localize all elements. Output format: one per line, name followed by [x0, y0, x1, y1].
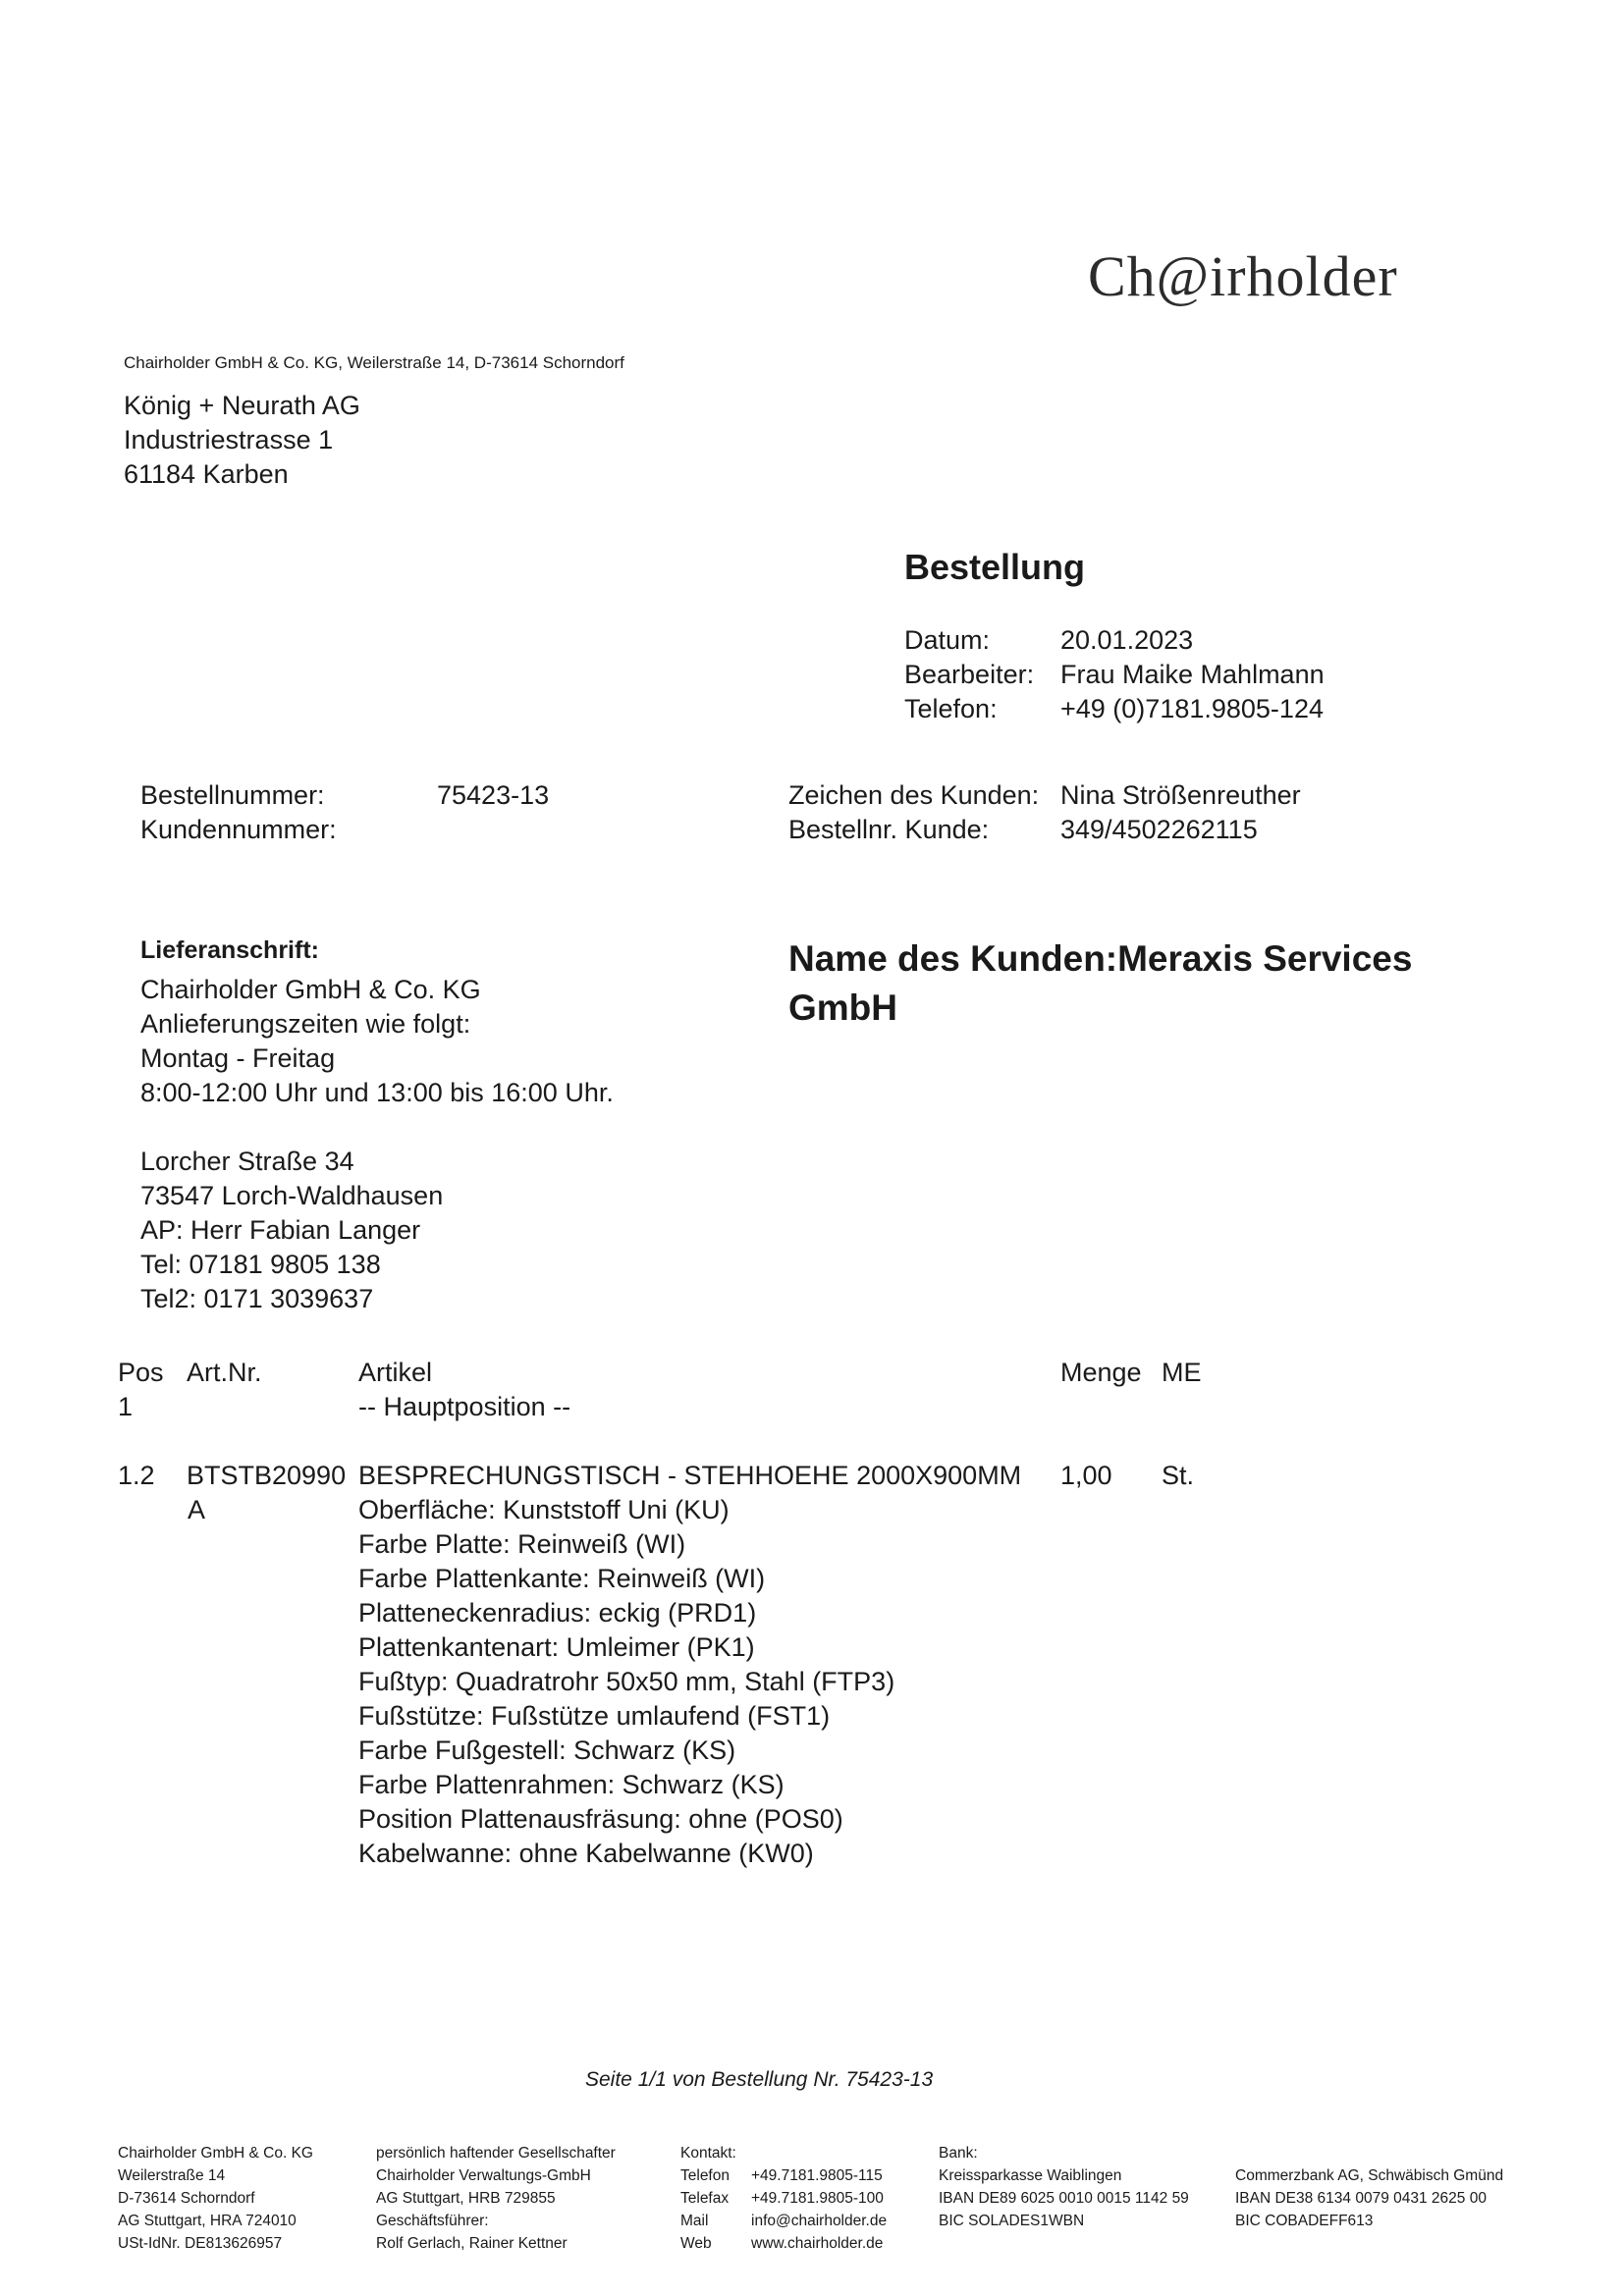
meta-value: +49 (0)7181.9805-124 — [1060, 694, 1324, 723]
meta-label: Bearbeiter: — [904, 660, 1035, 689]
footer-contact-row — [680, 2164, 887, 2187]
item-article-number — [187, 1459, 346, 1527]
contact-label: Telefon — [680, 2167, 730, 2184]
order-info-left — [140, 778, 549, 847]
recipient-line: 61184 Karben — [124, 459, 289, 489]
meta-label: Telefon: — [904, 694, 998, 723]
description-line: Farbe Platte: Reinweiß (WI) — [358, 1529, 686, 1559]
article-number-line: A — [188, 1495, 206, 1524]
order-label: Zeichen des Kunden: — [788, 780, 1040, 810]
document-meta — [904, 623, 1325, 726]
delivery-line: Anlieferungszeiten wie folgt: — [140, 1009, 471, 1039]
item-description — [358, 1459, 1021, 1871]
recipient-address — [124, 389, 360, 492]
contact-label: Mail — [680, 2213, 709, 2229]
description-line: Platteneckenradius: eckig (PRD1) — [358, 1598, 757, 1628]
footer-line: Kreissparkasse Waiblingen — [939, 2167, 1122, 2184]
footer-line: D-73614 Schorndorf — [118, 2190, 255, 2207]
delivery-line: Chairholder GmbH & Co. KG — [140, 975, 481, 1004]
header-unit: ME — [1162, 1358, 1202, 1387]
item-pos: 1.2 — [118, 1461, 155, 1490]
delivery-heading: Lieferanschrift: — [140, 936, 319, 964]
delivery-line: 8:00-12:00 Uhr und 13:00 bis 16:00 Uhr. — [140, 1078, 614, 1107]
description-line: Farbe Plattenkante: Reinweiß (WI) — [358, 1564, 766, 1593]
main-position-pos: 1 — [118, 1392, 134, 1421]
order-value: 75423-13 — [437, 780, 550, 810]
customer-number-row — [140, 813, 549, 847]
meta-value: Frau Maike Mahlmann — [1060, 660, 1325, 689]
delivery-address — [140, 1145, 443, 1316]
customer-reference-row — [788, 778, 1301, 813]
header-art-nr: Art.Nr. — [187, 1358, 262, 1387]
footer-line: Weilerstraße 14 — [118, 2167, 226, 2184]
footer-line: IBAN DE89 6025 0010 0015 1142 59 — [939, 2190, 1189, 2207]
footer-line: AG Stuttgart, HRA 724010 — [118, 2213, 297, 2229]
delivery-line: 73547 Lorch-Waldhausen — [140, 1181, 444, 1210]
document-title: Bestellung — [904, 547, 1086, 587]
delivery-line: Tel: 07181 9805 138 — [140, 1250, 381, 1279]
description-line: Plattenkantenart: Umleimer (PK1) — [358, 1632, 755, 1662]
contact-value: +49.7181.9805-115 — [751, 2167, 883, 2184]
header-article: Artikel — [358, 1358, 433, 1387]
description-line: Fußtyp: Quadratrohr 50x50 mm, Stahl (FTP3) — [358, 1667, 895, 1696]
footer-bank-heading: Bank: — [939, 2145, 978, 2162]
footer-line: Commerzbank AG, Schwäbisch Gmünd — [1235, 2167, 1504, 2184]
order-value: Nina Strößenreuther — [1060, 780, 1301, 810]
recipient-line: König + Neurath AG — [124, 391, 360, 420]
footer-contact-row — [680, 2210, 887, 2232]
description-line: Kabelwanne: ohne Kabelwanne (KW0) — [358, 1839, 814, 1868]
contact-value: www.chairholder.de — [751, 2235, 884, 2252]
footer-line: BIC SOLADES1WBN — [939, 2213, 1085, 2229]
delivery-line: Montag - Freitag — [140, 1043, 336, 1073]
footer-line: Geschäftsführer: — [376, 2213, 489, 2229]
item-quantity: 1,00 — [1060, 1461, 1112, 1490]
footer-line: Rolf Gerlach, Rainer Kettner — [376, 2235, 568, 2252]
meta-value: 20.01.2023 — [1060, 625, 1194, 655]
meta-row-date — [904, 623, 1325, 658]
contact-value: +49.7181.9805-100 — [751, 2190, 884, 2207]
footer-line: BIC COBADEFF613 — [1235, 2213, 1374, 2229]
description-line: Oberfläche: Kunststoff Uni (KU) — [358, 1495, 730, 1524]
footer-bank — [939, 2142, 1189, 2232]
delivery-line: Tel2: 0171 3039637 — [140, 1284, 374, 1313]
contact-label: Telefax — [680, 2190, 730, 2207]
meta-label: Datum: — [904, 625, 991, 655]
description-line: BESPRECHUNGSTISCH - STEHHOEHE 2000X900MM — [358, 1461, 1022, 1490]
delivery-line: AP: Herr Fabian Langer — [140, 1215, 421, 1245]
page-indicator: Seite 1/1 von Bestellung Nr. 75423-13 — [585, 2068, 934, 2091]
contact-label: Web — [680, 2235, 712, 2252]
footer-line: persönlich haftender Gesellschafter — [376, 2145, 616, 2162]
order-value: 349/4502262115 — [1060, 815, 1258, 844]
contact-value: info@chairholder.de — [751, 2213, 888, 2229]
description-line: Fußstütze: Fußstütze umlaufend (FST1) — [358, 1701, 831, 1731]
order-label: Kundennummer: — [140, 815, 337, 844]
meta-row-clerk — [904, 658, 1325, 692]
order-label: Bestellnummer: — [140, 780, 325, 810]
footer-line: USt-IdNr. DE813626957 — [118, 2235, 283, 2252]
footer-contact-row — [680, 2187, 887, 2210]
recipient-line: Industriestrasse 1 — [124, 425, 334, 454]
order-number-row — [140, 778, 549, 813]
meta-row-phone — [904, 692, 1325, 726]
footer-company — [118, 2142, 313, 2255]
item-unit: St. — [1162, 1461, 1195, 1490]
footer-line: Chairholder Verwaltungs-GmbH — [376, 2167, 591, 2184]
description-line: Farbe Fußgestell: Schwarz (KS) — [358, 1735, 736, 1765]
footer-line: IBAN DE38 6134 0079 0431 2625 00 — [1235, 2190, 1487, 2207]
footer-line: Chairholder GmbH & Co. KG — [118, 2145, 313, 2162]
description-line: Position Plattenausfräsung: ohne (POS0) — [358, 1804, 843, 1834]
footer-contact-row — [680, 2232, 887, 2255]
description-line: Farbe Plattenrahmen: Schwarz (KS) — [358, 1770, 785, 1799]
header-quantity: Menge — [1060, 1358, 1142, 1387]
delivery-hours — [140, 973, 614, 1110]
main-position-label: -- Hauptposition -- — [358, 1392, 571, 1421]
footer-contact-heading: Kontakt: — [680, 2145, 736, 2162]
customer-name: Name des Kunden:Meraxis Services GmbH — [788, 938, 1413, 1028]
article-number-line: BTSTB20990 — [187, 1461, 347, 1490]
header-pos: Pos — [118, 1358, 164, 1387]
footer-partner — [376, 2142, 616, 2255]
footer-bank-2 — [1235, 2164, 1503, 2232]
order-info-right — [788, 778, 1301, 847]
footer-line: AG Stuttgart, HRB 729855 — [376, 2190, 556, 2207]
sender-address-line: Chairholder GmbH & Co. KG, Weilerstraße 14, D-73614 Schorndorf — [124, 353, 624, 372]
footer-contact — [680, 2142, 887, 2255]
company-logo: Ch@irholder — [1088, 244, 1398, 308]
order-label: Bestellnr. Kunde: — [788, 815, 990, 844]
delivery-line: Lorcher Straße 34 — [140, 1147, 354, 1176]
customer-order-number-row — [788, 813, 1301, 847]
